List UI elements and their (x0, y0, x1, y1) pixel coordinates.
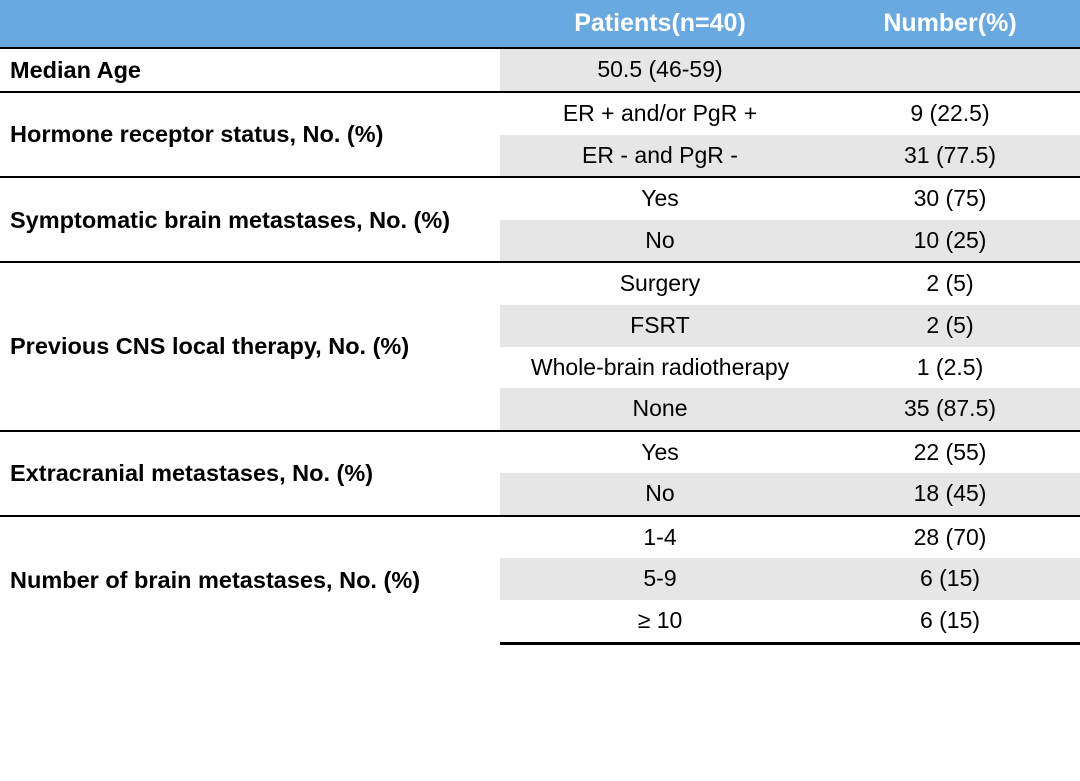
column-header-patients: Patients(n=40) (500, 0, 820, 48)
cell-patients-extracranial-no: No (500, 473, 820, 516)
row-label-number-of-brain-metastases: Number of brain metastases, No. (%) (0, 516, 500, 643)
table-row (0, 516, 1080, 559)
cell-number-bm-1-4: 28 (70) (820, 516, 1080, 559)
row-label-extracranial-metastases: Extracranial metastases, No. (%) (0, 431, 500, 516)
table-body (0, 48, 1080, 643)
cell-number-fsrt: 2 (5) (820, 305, 1080, 347)
cell-number-symptomatic-yes: 30 (75) (820, 177, 1080, 220)
cell-number-hr-negative: 31 (77.5) (820, 135, 1080, 178)
table-header (0, 0, 1080, 48)
table-header-row (0, 0, 1080, 48)
cell-patients-hr-positive: ER + and/or PgR + (500, 92, 820, 135)
cell-patients-bm-5-9: 5-9 (500, 558, 820, 600)
cell-patients-fsrt: FSRT (500, 305, 820, 347)
cell-patients-none: None (500, 388, 820, 431)
row-label-hormone-receptor-status: Hormone receptor status, No. (%) (0, 92, 500, 177)
cell-patients-symptomatic-no: No (500, 220, 820, 263)
cell-number-symptomatic-no: 10 (25) (820, 220, 1080, 263)
cell-number-extracranial-no: 18 (45) (820, 473, 1080, 516)
cell-number-bm-10-plus: 6 (15) (820, 600, 1080, 643)
table-row (0, 431, 1080, 474)
cell-number-hr-positive: 9 (22.5) (820, 92, 1080, 135)
table-row (0, 92, 1080, 135)
cell-patients-median-age: 50.5 (46-59) (500, 48, 820, 92)
cell-number-median-age (820, 48, 1080, 92)
cell-patients-extracranial-yes: Yes (500, 431, 820, 474)
row-label-median-age: Median Age (0, 48, 500, 92)
table-row (0, 48, 1080, 92)
cell-patients-symptomatic-yes: Yes (500, 177, 820, 220)
column-header-number: Number(%) (820, 0, 1080, 48)
cell-patients-whole-brain-radiotherapy: Whole-brain radiotherapy (500, 347, 820, 389)
table-row (0, 262, 1080, 305)
cell-number-bm-5-9: 6 (15) (820, 558, 1080, 600)
cell-number-whole-brain-radiotherapy: 1 (2.5) (820, 347, 1080, 389)
column-header-characteristic (0, 0, 500, 48)
cell-number-extracranial-yes: 22 (55) (820, 431, 1080, 474)
cell-patients-hr-negative: ER - and PgR - (500, 135, 820, 178)
row-label-previous-cns-local-therapy: Previous CNS local therapy, No. (%) (0, 262, 500, 430)
row-label-symptomatic-brain-metastases: Symptomatic brain metastases, No. (%) (0, 177, 500, 262)
cell-number-surgery: 2 (5) (820, 262, 1080, 305)
cell-patients-surgery: Surgery (500, 262, 820, 305)
cell-number-none: 35 (87.5) (820, 388, 1080, 431)
cell-patients-bm-1-4: 1-4 (500, 516, 820, 559)
table-row (0, 177, 1080, 220)
cell-patients-bm-10-plus: ≥ 10 (500, 600, 820, 643)
